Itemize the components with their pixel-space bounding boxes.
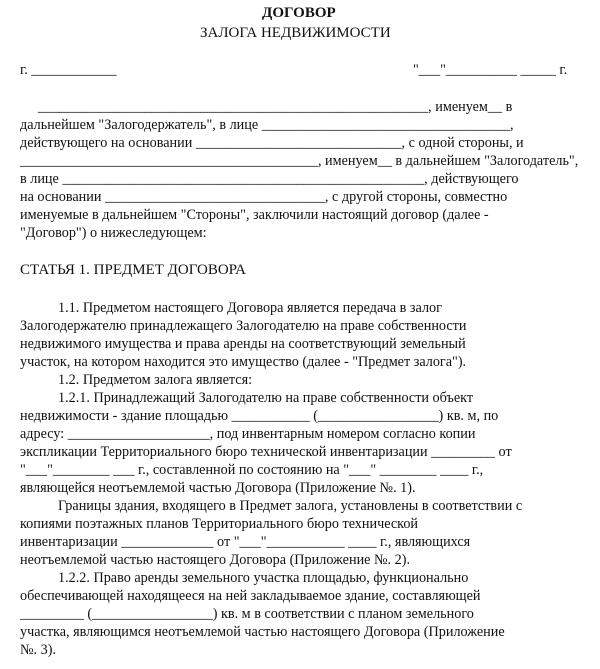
body-line: Границы здания, входящего в Предмет залога, установлены в соответствии с [58, 498, 523, 514]
document-subtitle: ЗАЛОГА НЕДВИЖИМОСТИ [200, 25, 391, 41]
preamble-line: дальнейшем "Залогодержатель", в лице ___________________________________, [20, 117, 514, 133]
body-line: 1.2. Предметом залога является: [58, 372, 253, 388]
body-line: недвижимости - здание площадью ___________ (_________________) кв. м, по [20, 408, 499, 424]
place-field: г. ____________ [20, 62, 117, 78]
body-line: экспликации Территориального бюро технической инвентаризации _________ от [20, 444, 512, 460]
body-line: участка, являющимся неотъемлемой частью настоящего Договора (Приложение [20, 624, 505, 640]
preamble-line: на основании _______________________________, с другой стороны, совместно [20, 189, 508, 205]
body-line: 1.2.2. Право аренды земельного участка площадью, функционально [58, 570, 469, 586]
article-heading: СТАТЬЯ 1. ПРЕДМЕТ ДОГОВОРА [20, 262, 246, 278]
body-line: копиями поэтажных планов Территориального бюро технической [20, 516, 419, 532]
body-line: 1.1. Предметом настоящего Договора является передача в залог [58, 300, 442, 316]
date-field: "___"__________ _____ г. [413, 62, 568, 78]
document-title: ДОГОВОР [262, 5, 336, 21]
preamble-line: "Договор") о нижеследующем: [20, 225, 207, 241]
body-line: адресу: ____________________, под инвентарным номером согласно копии [20, 426, 476, 442]
body-line: неотъемлемой частью настоящего Договора (Приложение №. 2). [20, 552, 410, 568]
body-line: 1.2.1. Принадлежащий Залогодателю на праве собственности объект [58, 390, 474, 406]
body-line: участок, на котором находится это имущество (далее - "Предмет залога"). [20, 354, 467, 370]
preamble-line: действующего на основании _____________________________, с одной стороны, и [20, 135, 524, 151]
preamble-line: в лице ___________________________________________________, действующего [20, 171, 519, 187]
body-line: инвентаризации _____________ от "___"___________ ____ г., являющихся [20, 534, 471, 550]
body-line: Залогодержателю принадлежащего Залогодателю на праве собственности [20, 318, 467, 334]
body-line: "___"________ ___ г., составленной по состоянию на "___" ________ ____ г., [20, 462, 484, 478]
body-line: №. 3). [20, 642, 56, 658]
body-line: являющейся неотъемлемой частью Договора (Приложение №. 1). [20, 480, 416, 496]
preamble-line: _______________________________________________________, именуем__ в [38, 99, 513, 115]
preamble-line: именуемые в дальнейшем "Стороны", заключили настоящий договор (далее - [20, 207, 489, 223]
body-line: _________ (_________________) кв. м в соответствии с планом земельного [20, 606, 474, 622]
body-line: недвижимого имущества и права аренды на соответствующий земельный [20, 336, 466, 352]
body-line: обеспечивающей находящееся на ней закладываемое здание, составляющей [20, 588, 481, 604]
preamble-line: __________________________________________, именуем__ в дальнейшем "Залогодатель", [20, 153, 579, 169]
